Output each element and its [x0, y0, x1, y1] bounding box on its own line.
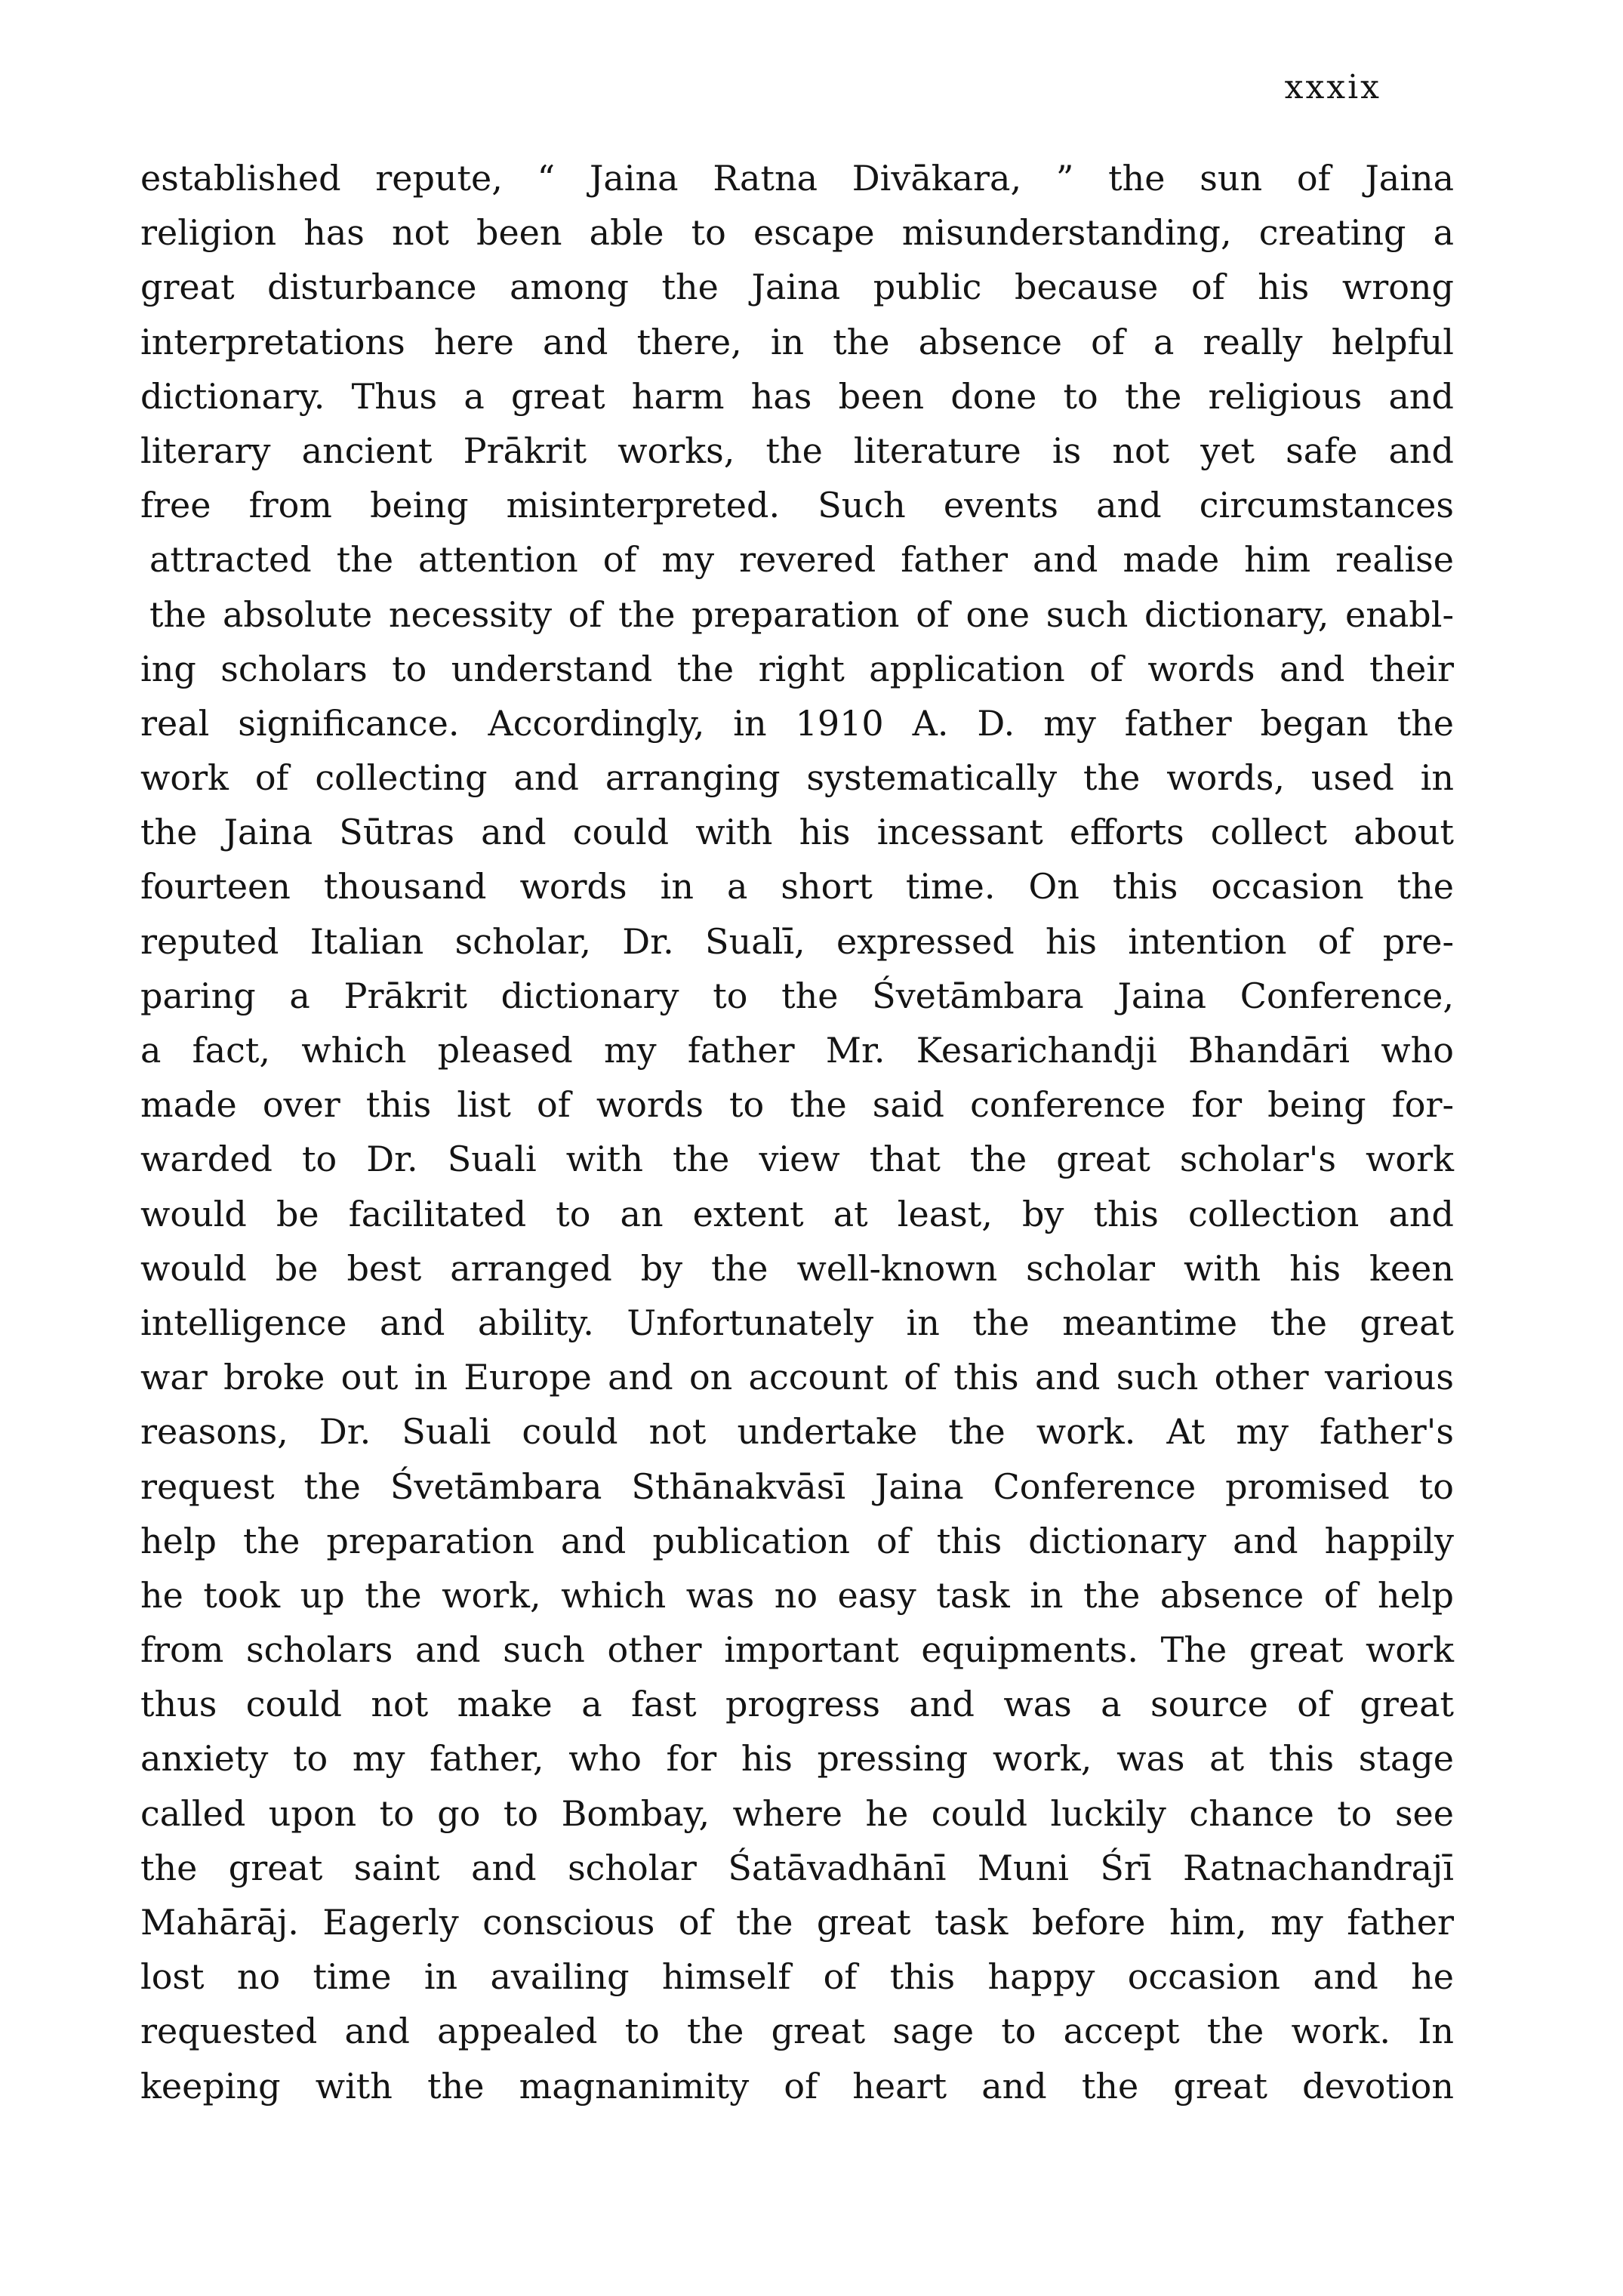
text-line: war broke out in Europe and on account of this and such other various	[140, 1357, 1454, 1398]
text-line: made over this list of words to the said conference for being for-	[140, 1084, 1454, 1126]
text-line: religion has not been able to escape misunderstanding, creating a	[140, 212, 1454, 254]
text-line: literary ancient Prākrit works, the literature is not yet safe and	[140, 430, 1454, 471]
text-line: thus could not make a fast progress and was a source of great	[140, 1684, 1454, 1725]
text-line: from scholars and such other important equipments. The great work	[140, 1629, 1454, 1671]
text-line: paring a Prākrit dictionary to the Śvetāmbara Jaina Conference,	[140, 975, 1454, 1016]
text-line: free from being misinterpreted. Such events and circumstances	[140, 485, 1454, 526]
text-line: would be best arranged by the well-known scholar with his keen	[140, 1247, 1454, 1289]
text-line: called upon to go to Bombay, where he could luckily chance to see	[140, 1792, 1454, 1834]
text-line: the Jaina Sūtras and could with his incessant efforts collect about	[140, 812, 1454, 853]
text-line: great disturbance among the Jaina public because of his wrong	[140, 267, 1454, 308]
text-line: warded to Dr. Suali with the view that the great scholar's work	[140, 1139, 1454, 1180]
text-line: request the Śvetāmbara Sthānakvāsī Jaina Conference promised to	[140, 1465, 1454, 1507]
text-line: attracted the attention of my revered father and made him realise	[149, 539, 1454, 581]
text-line: would be facilitated to an extent at least, by this collection and	[140, 1193, 1454, 1234]
body-text	[140, 151, 1454, 2113]
text-line: requested and appealed to the great sage to accept the work. In	[140, 2011, 1454, 2052]
text-line: Mahārāj. Eagerly conscious of the great task before him, my father	[140, 1902, 1454, 1943]
text-line: help the preparation and publication of this dictionary and happily	[140, 1520, 1454, 1561]
page-number: xxxix	[1284, 68, 1381, 106]
text-line: interpretations here and there, in the absence of a really helpful	[140, 321, 1454, 362]
text-line: intelligence and ability. Unfortunately in the meantime the great	[140, 1302, 1454, 1343]
text-line: he took up the work, which was no easy task in the absence of help	[140, 1574, 1454, 1616]
text-line: reputed Italian scholar, Dr. Sualī, expressed his intention of pre-	[140, 920, 1454, 962]
text-line: work of collecting and arranging systematically the words, used in	[140, 757, 1454, 799]
text-line: anxiety to my father, who for his pressing work, was at this stage	[140, 1738, 1454, 1780]
text-line: dictionary. Thus a great harm has been done to the religious and	[140, 375, 1454, 417]
text-line: ing scholars to understand the right application of words and their	[140, 648, 1454, 689]
text-line: fourteen thousand words in a short time. On this occasion the	[140, 866, 1454, 908]
text-line: the absolute necessity of the preparation of one such dictionary, enabl-	[149, 593, 1454, 635]
text-line: a fact, which pleased my father Mr. Kesarichandji Bhandāri who	[140, 1030, 1454, 1071]
text-line: keeping with the magnanimity of heart and the great devotion	[140, 2065, 1454, 2106]
text-line: real significance. Accordingly, in 1910 A. D. my father began the	[140, 702, 1454, 744]
text-line: reasons, Dr. Suali could not undertake the work. At my father's	[140, 1411, 1454, 1453]
text-line: lost no time in availing himself of this happy occasion and he	[140, 1956, 1454, 1998]
text-line: the great saint and scholar Śatāvadhānī Muni Śrī Ratnachandrajī	[140, 1847, 1454, 1888]
text-line: established repute, “ Jaina Ratna Divākara, ” the sun of Jaina	[140, 158, 1454, 199]
